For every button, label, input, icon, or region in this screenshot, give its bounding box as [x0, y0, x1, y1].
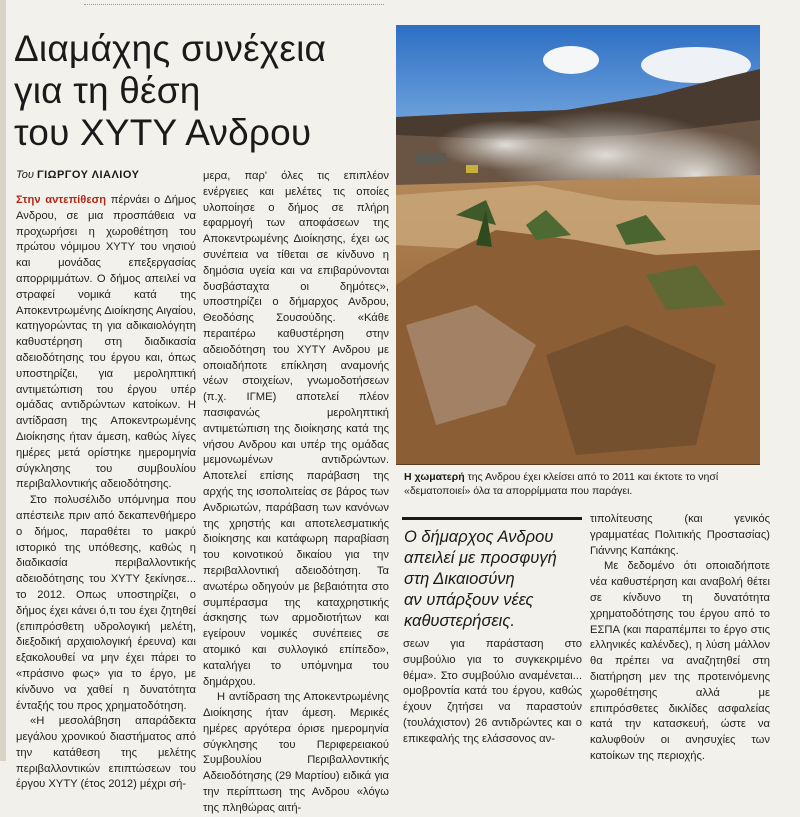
- headline-line-3: του ΧΥΤΥ Ανδρου: [14, 112, 312, 153]
- paragraph-text: πέρνάει ο Δήμος Ανδρου, σε μια προσπάθεια να προχωρήσει η χωροθέτηση του πρώτου νόμιμου ΧΥΤΥ του νησιού και μονάδας επεξεργασίας απορριμμάτων. Ο δήμος απειλεί να στραφεί νομικά κατά της Αποκεντρωμένης Διοίκησης Αιγαίου, κατηγορώντας τη για αδικαιολόγητη καθυστέρηση στη διαδικασία αδειοδότησης του έργου και, όπως υποστηρίζει, για μεροληπτική αντιμετώπιση του έργου υπέρ ομάδας αντιδρώντων κατοίκων. Η αντίδραση της Αποκεντρωμένης Διοίκησης ήταν άμεση, καθώς λίγες ημέρες μετά ορίστηκε ημερομηνία σύγκλησης του συμβουλίου περιβαλλοντικής αδειοδότησης.: [16, 194, 196, 491]
- headline-line-2: για τη θέση: [14, 70, 201, 111]
- pullquote-rule: [402, 517, 582, 520]
- article-column-4: [590, 512, 770, 765]
- pullquote: [404, 527, 582, 632]
- headline-line-1: Διαμάχης συνέχεια: [14, 28, 327, 69]
- byline: [16, 169, 139, 181]
- adjacent-page-bleed: [772, 472, 800, 532]
- top-dotted-rule: [84, 4, 384, 7]
- paragraph: μερα, παρ' όλες τις επιπλέον ενέργειες και μελέτες τις οποίες υλοποίησε ο δήμος σε πλήρη εφαρμογή των αποφάσεων της Αποκεντρωμένης Διοίκησης, έχει ως συνέπεια να τίθεται σε κίνδυνο η δημόσια υγεία και να επιβαρύνονται δυσβάσταχτα οι δημότες», υποστηρίζει ο δήμαρχος Ανδρου, Θεοδόσης Σουσούδης. «Κάθε περαιτέρω καθυστέρηση στην αδειοδότηση του ΧΥΤΥ Ανδρου με οποιαδήποτε επίκληση αναμονής νέων στοιχείων, γνωμοδοτήσεων (π.χ. ΙΓΜΕ) αποτελεί πλέον πασιφανώς μεροληπτική αντιμετώπιση της διοίκησης κατά της νήσου Ανδρου και υπέρ της ομάδας μεμονωμένων αντιδρώντων. Αποτελεί επίσης παράβαση της αρχής της ισοπολιτείας σε βάρος των Ανδριωτών, παράβαση των κανόνων της χρηστής και αποτελεσματικής διοίκησης και κατάφωρη παραβίαση του κοινοτικού δικαίου για την περιβαλλοντική αδειοδότηση. Τα ανωτέρω οδηγούν με βεβαιότητα στο συμπέρασμα της καταχρηστικής άσκησης των αρμοδιοτήτων και εγείρουν νομικές συνέπειες σε ατομικό και συλλογικό επίπεδο», καταλήγει το υπόμνημα του δημάρχου.: [203, 170, 389, 688]
- article-column-1: [16, 193, 196, 793]
- pullquote-line: στη Δικαιοσύνη: [404, 570, 515, 588]
- landfill-photo-image: [396, 25, 760, 465]
- article-column-3: [403, 637, 582, 748]
- byline-author: ΓΙΩΡΓΟΥ ΛΙΑΛΙΟΥ: [36, 169, 140, 181]
- paragraph: τιπολίτευσης (και γενικός γραμματέας Πολιτικής Προστασίας) Γιάννης Καπάκης.: [590, 513, 770, 557]
- pullquote-line: αν υπάρξουν νέες: [404, 591, 534, 609]
- paragraph: [16, 193, 196, 493]
- photo-caption: [404, 470, 764, 498]
- paragraph: Στο πολυσέλιδο υπόμνημα που απέστειλε πριν από δεκαπενθήμερο ο δήμος, παραθέτει το μακρύ ιστορικό της υπόθεσης, καθώς η διαδικασία περιβαλλοντικής αδειοδότησης του ΧΥΤΥ ξεκίνησε... το 2012. Οπως υποστηρίζει, ο δήμος έχει κάνει ό,τι του έχει ζητηθεί (επιπρόσθετη υδρολογική μελέτη, διεξοδική αρχαιολογική έρευνα) και εξακολουθεί να μην έχει πάρει το «πράσινο φως» για το έργο, με κίνδυνο να χαθεί η δυνατότητα ένταξής του προς χρηματοδότηση.: [16, 494, 196, 712]
- lead-in: Στην αντεπίθεση: [16, 194, 107, 206]
- byline-prefix: Του: [16, 169, 34, 181]
- caption-text: της Ανδρου έχει κλείσει από το 2011 και έκτοτε το νησί «δεματοποιεί» όλα τα απορρίμματα που παράγει.: [404, 471, 719, 497]
- landfill-photo: [396, 25, 760, 465]
- pullquote-line: απειλεί με προσφυγή: [404, 549, 557, 567]
- paragraph: σεων για παράσταση στο συμβούλιο για το συγκεκριμένο θέμα». Στο συμβούλιο αναμένεται... ομοβροντία κατά του έργου, καθώς έχουν ζητήσει να παραστούν (τουλάχιστον) 26 αντιδρώντες και ο επικεφαλής της ελάσσονος αν-: [403, 638, 582, 745]
- caption-lead: Η χωματερή: [404, 471, 465, 483]
- paragraph: «Η μεσολάβηση απαράδεκτα μεγάλου χρονικού διαστήματος από την κατάθεση της μελέτης περιβαλλοντικών επιπτώσεων του έργου ΧΥΤΥ (έτος 2012) μέχρι σή-: [16, 715, 196, 791]
- headline: [14, 28, 384, 154]
- paragraph: Με δεδομένο ότι οποιαδήποτε νέα καθυστέρηση και αναβολή θέτει σε κίνδυνο τη δυνατότητα χρηματοδότησης του έργου από το ΕΣΠΑ (και παραπέμπει το έργο στις ελληνικές καλένδες), η λύση μάλλον θα πρέπει να αναζητηθεί στη διατήρηση μεν της προτεινόμενης χωροθέτησης αλλά με επιπρόσθετες δικλίδες ασφαλείας κατά την κατασκευή, ώστε να καλυφθούν οι ανησυχίες των κατοίκων της περιοχής.: [590, 560, 770, 762]
- article-column-2: [203, 169, 389, 817]
- page-left-edge: [0, 0, 6, 761]
- pullquote-line: Ο δήμαρχος Ανδρου: [404, 528, 554, 546]
- pullquote-line: καθυστερήσεις.: [404, 612, 515, 630]
- paragraph: Η αντίδραση της Αποκεντρωμένης Διοίκησης ήταν άμεση. Μερικές ημέρες αργότερα όρισε ημερομηνία σύγκλησης του Περιφερειακού Συμβουλίου Περιβαλλοντικής Αδειοδότησης (29 Μαρτίου) ειδικά για την περίπτωση της Ανδρου «λόγω της πληθώρας αιτή-: [203, 691, 389, 814]
